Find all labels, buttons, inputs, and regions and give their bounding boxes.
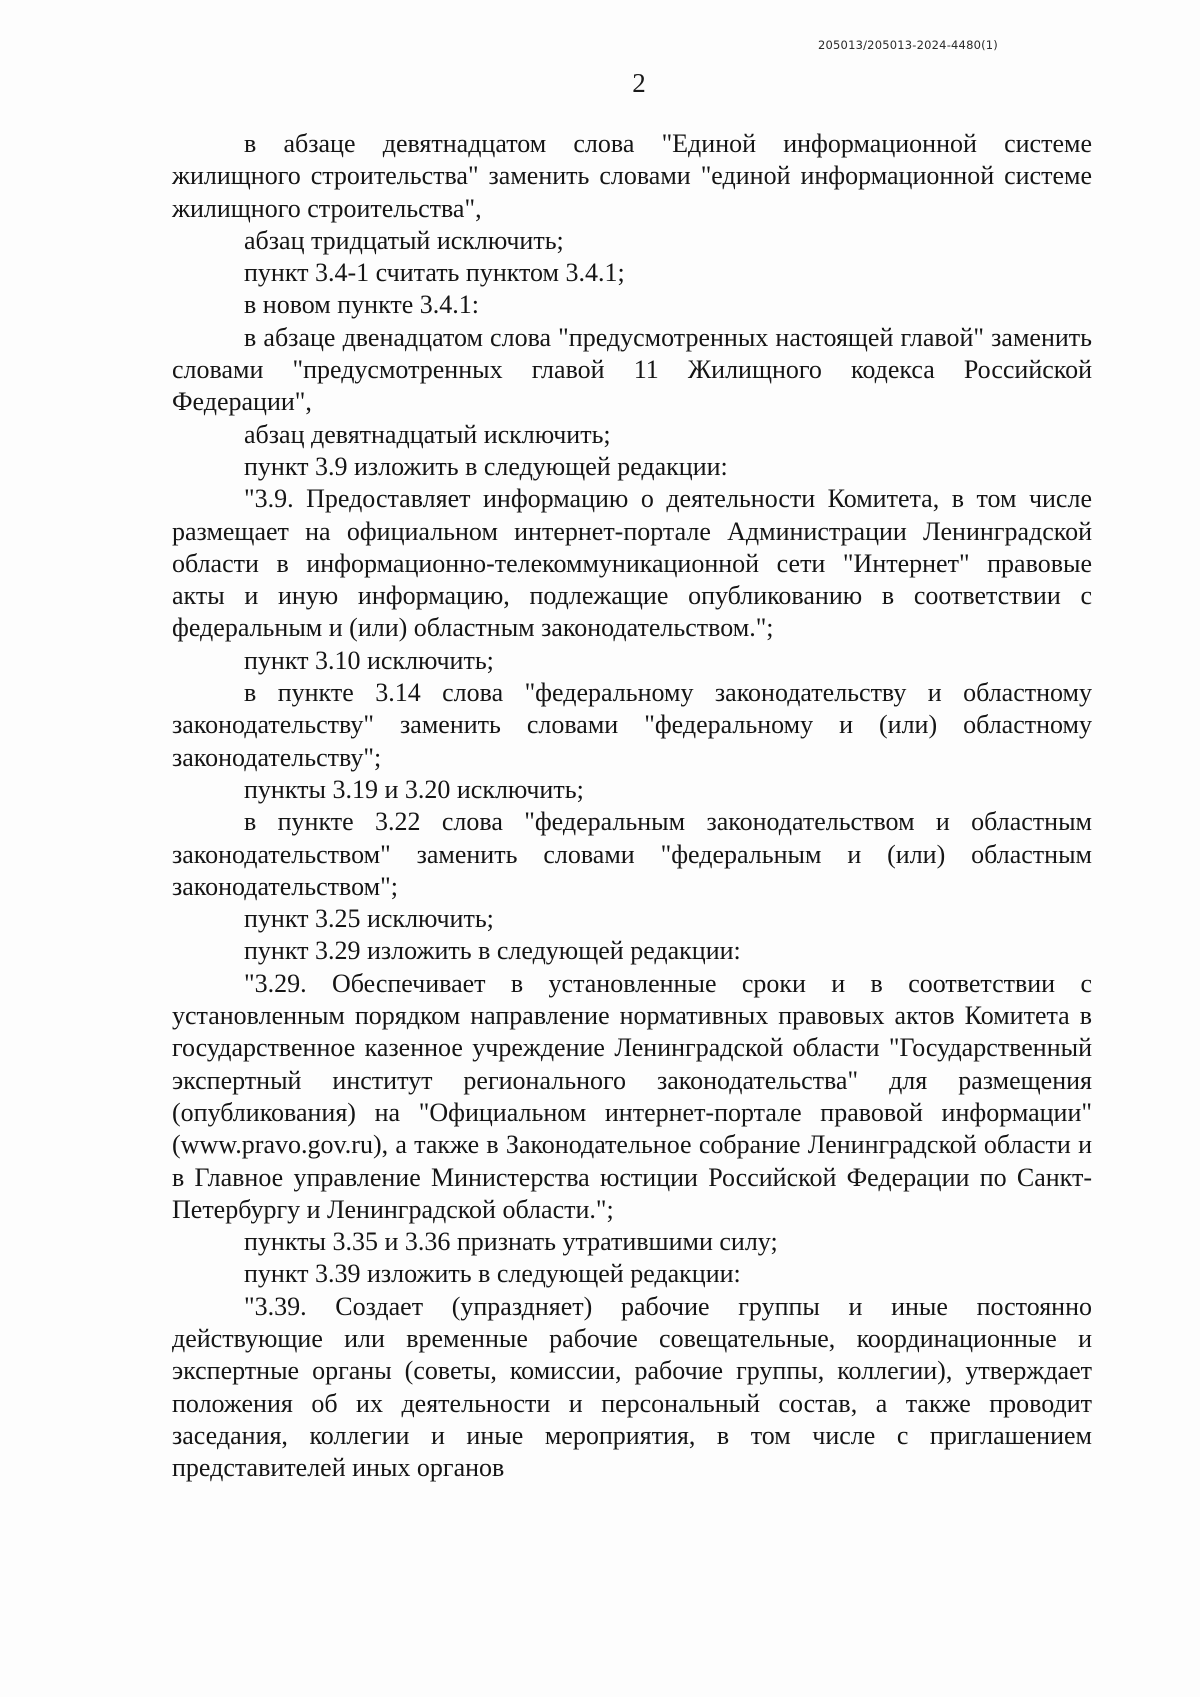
paragraph: пункт 3.10 исключить;	[244, 645, 494, 675]
paragraph: пункт 3.25 исключить;	[244, 904, 494, 934]
paragraph: пункт 3.4-1 считать пунктом 3.4.1;	[244, 258, 625, 288]
document-body	[172, 128, 1092, 1484]
paragraph: пункт 3.29 изложить в следующей редакции:	[244, 936, 741, 966]
paragraph: "3.39. Создает (упраздняет) рабочие группы и иные постоянно действующие или временные рабочие совещательные, координационные и экспертные органы (советы, комиссии, рабочие группы, коллегии), утверждает положения об их деятельности и персональный состав, а также проводит заседания, коллегии и иные мероприятия, в том числе с приглашением представителей иных органов	[172, 1291, 1092, 1483]
paragraph: абзац девятнадцатый исключить;	[244, 419, 611, 449]
paragraph: пункты 3.19 и 3.20 исключить;	[244, 774, 584, 804]
paragraph: пункт 3.39 изложить в следующей редакции:	[244, 1259, 741, 1289]
paragraph: абзац тридцатый исключить;	[244, 225, 564, 255]
paragraph: в новом пункте 3.4.1:	[244, 290, 479, 320]
paragraph: в пункте 3.14 слова "федеральному законодательству и областному законодательству" заменить словами "федеральному и (или) областному законодательству";	[172, 678, 1092, 772]
paragraph: в абзаце девятнадцатом слова "Единой информационной системе жилищного строительства" заменить словами "единой информационной системе жилищного строительства",	[172, 129, 1092, 223]
paragraph: в пункте 3.22 слова "федеральным законодательством и областным законодательством" заменить словами "федеральным и (или) областным законодательством";	[172, 807, 1092, 901]
document-id: 205013/205013-2024-4480(1)	[818, 38, 998, 52]
paragraph: "3.9. Предоставляет информацию о деятельности Комитета, в том числе размещает на официальном интернет-портале Администрации Ленинградской области в информационно-телекоммуникационной сети "Интернет" правовые акты и иную информацию, подлежащие опубликованию в соответствии с федеральным и (или) областным законодательством.";	[172, 484, 1092, 643]
paragraph: "3.29. Обеспечивает в установленные сроки и в соответствии с установленным порядком направление нормативных правовых актов Комитета в государственное казенное учреждение Ленинградской области "Государственный экспертный институт регионального законодательства" для размещения (опубликования) на "Официальном интернет-портале правовой информации" (www.pravo.gov.ru), а также в Законодательное собрание Ленинградской области и в Главное управление Министерства юстиции Российской Федерации по Санкт-Петербургу и Ленинградской области.";	[172, 968, 1092, 1224]
paragraph: в абзаце двенадцатом слова "предусмотренных настоящей главой" заменить словами "предусмотренных главой 11 Жилищного кодекса Российской Федерации",	[172, 322, 1092, 417]
page-number: 2	[632, 68, 646, 98]
paragraph: пункт 3.9 изложить в следующей редакции:	[244, 451, 728, 481]
paragraph: пункты 3.35 и 3.36 признать утратившими силу;	[244, 1227, 778, 1257]
